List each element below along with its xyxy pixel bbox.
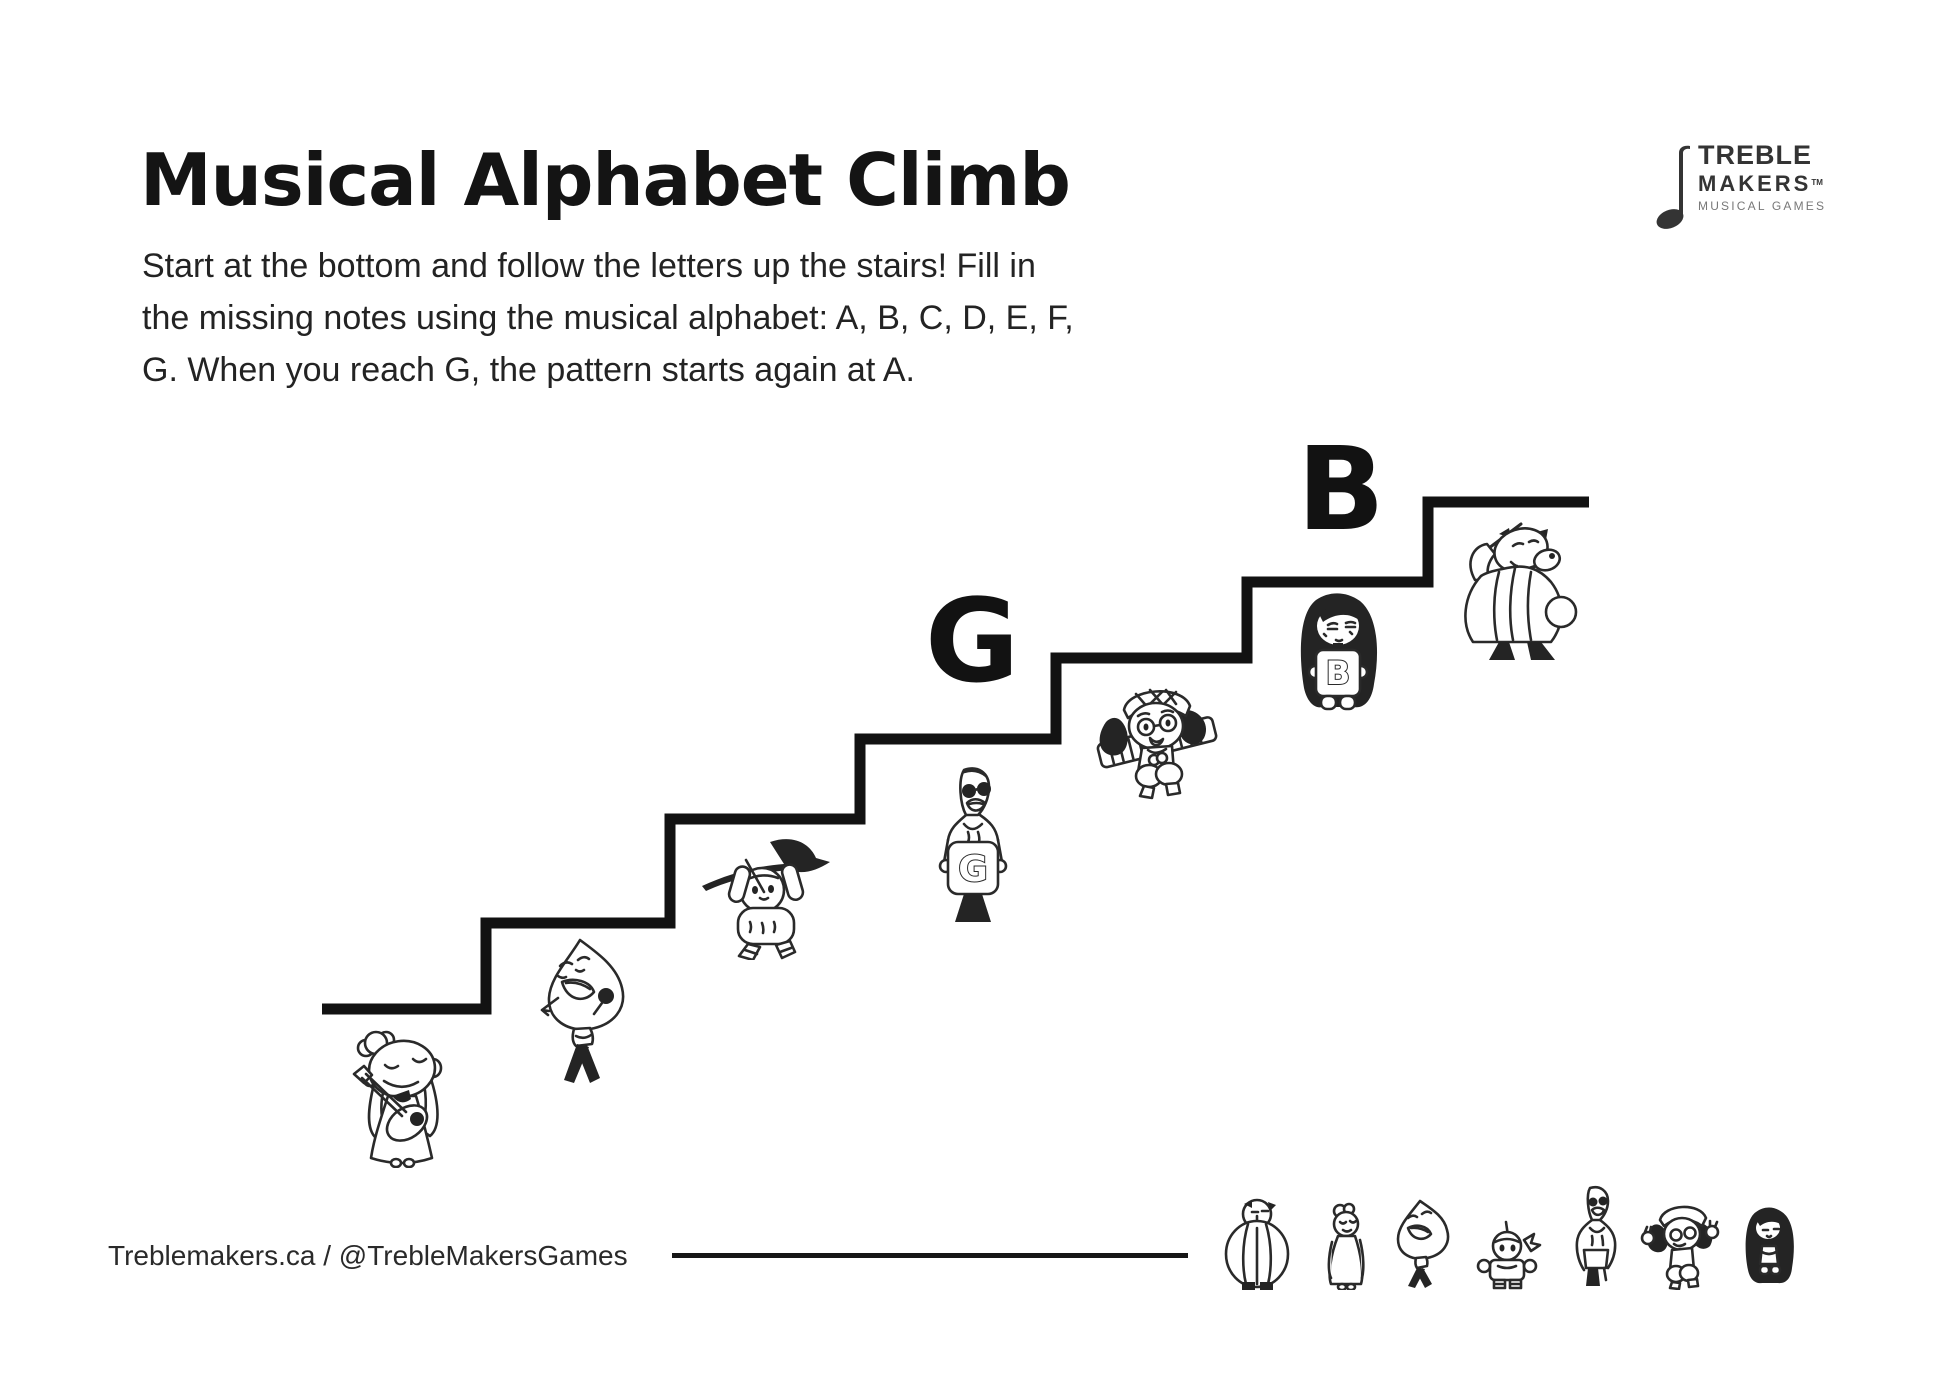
music-note-icon xyxy=(1650,140,1696,232)
footer-divider-line xyxy=(672,1253,1188,1258)
b-block-girl-character xyxy=(1286,588,1390,718)
footer-credit: Treblemakers.ca / @TrebleMakersGames xyxy=(108,1240,628,1271)
mini-bear-character xyxy=(1218,1196,1296,1292)
step-label-g: G xyxy=(925,575,1020,709)
g-sign-letter: G xyxy=(958,849,988,890)
instructions-line-3: G. When you reach G, the pattern starts again at A. xyxy=(142,351,915,389)
mini-robot-kid-character xyxy=(1468,1220,1548,1290)
mini-long-hair-girl-character xyxy=(1738,1204,1798,1290)
instructions-line-1: Start at the bottom and follow the letters up the stairs! Fill in xyxy=(142,247,1036,285)
logo-tagline: MUSICAL GAMES xyxy=(1698,199,1827,213)
page-title: Musical Alphabet Climb xyxy=(140,138,1070,222)
b-block-letter: B xyxy=(1325,654,1351,692)
singer-character xyxy=(534,936,634,1088)
bear-conductor-character xyxy=(1443,514,1587,664)
staircase-line xyxy=(300,470,1620,1040)
mini-sunglasses-man-character xyxy=(1564,1184,1630,1290)
guitar-woman-character xyxy=(340,1026,458,1168)
witch-hat-kid-character xyxy=(698,818,834,960)
logo-line-makers: MAKERS™ xyxy=(1698,171,1823,196)
treblemakers-logo xyxy=(1650,138,1880,233)
step-label-b: B xyxy=(1297,423,1385,557)
logo-line-treble: TREBLE xyxy=(1698,140,1812,170)
instructions-line-2: the missing notes using the musical alphabet: A, B, C, D, E, F, xyxy=(142,299,1074,337)
trademark-symbol: TM xyxy=(1811,178,1823,187)
mini-guitar-woman-character xyxy=(1318,1202,1374,1290)
g-sign-man-character xyxy=(920,764,1022,926)
xylophone-girl-character xyxy=(1088,680,1224,800)
instructions xyxy=(142,240,1074,396)
mini-xylophone-girl-character xyxy=(1636,1200,1726,1290)
mini-singer-character xyxy=(1388,1198,1456,1290)
